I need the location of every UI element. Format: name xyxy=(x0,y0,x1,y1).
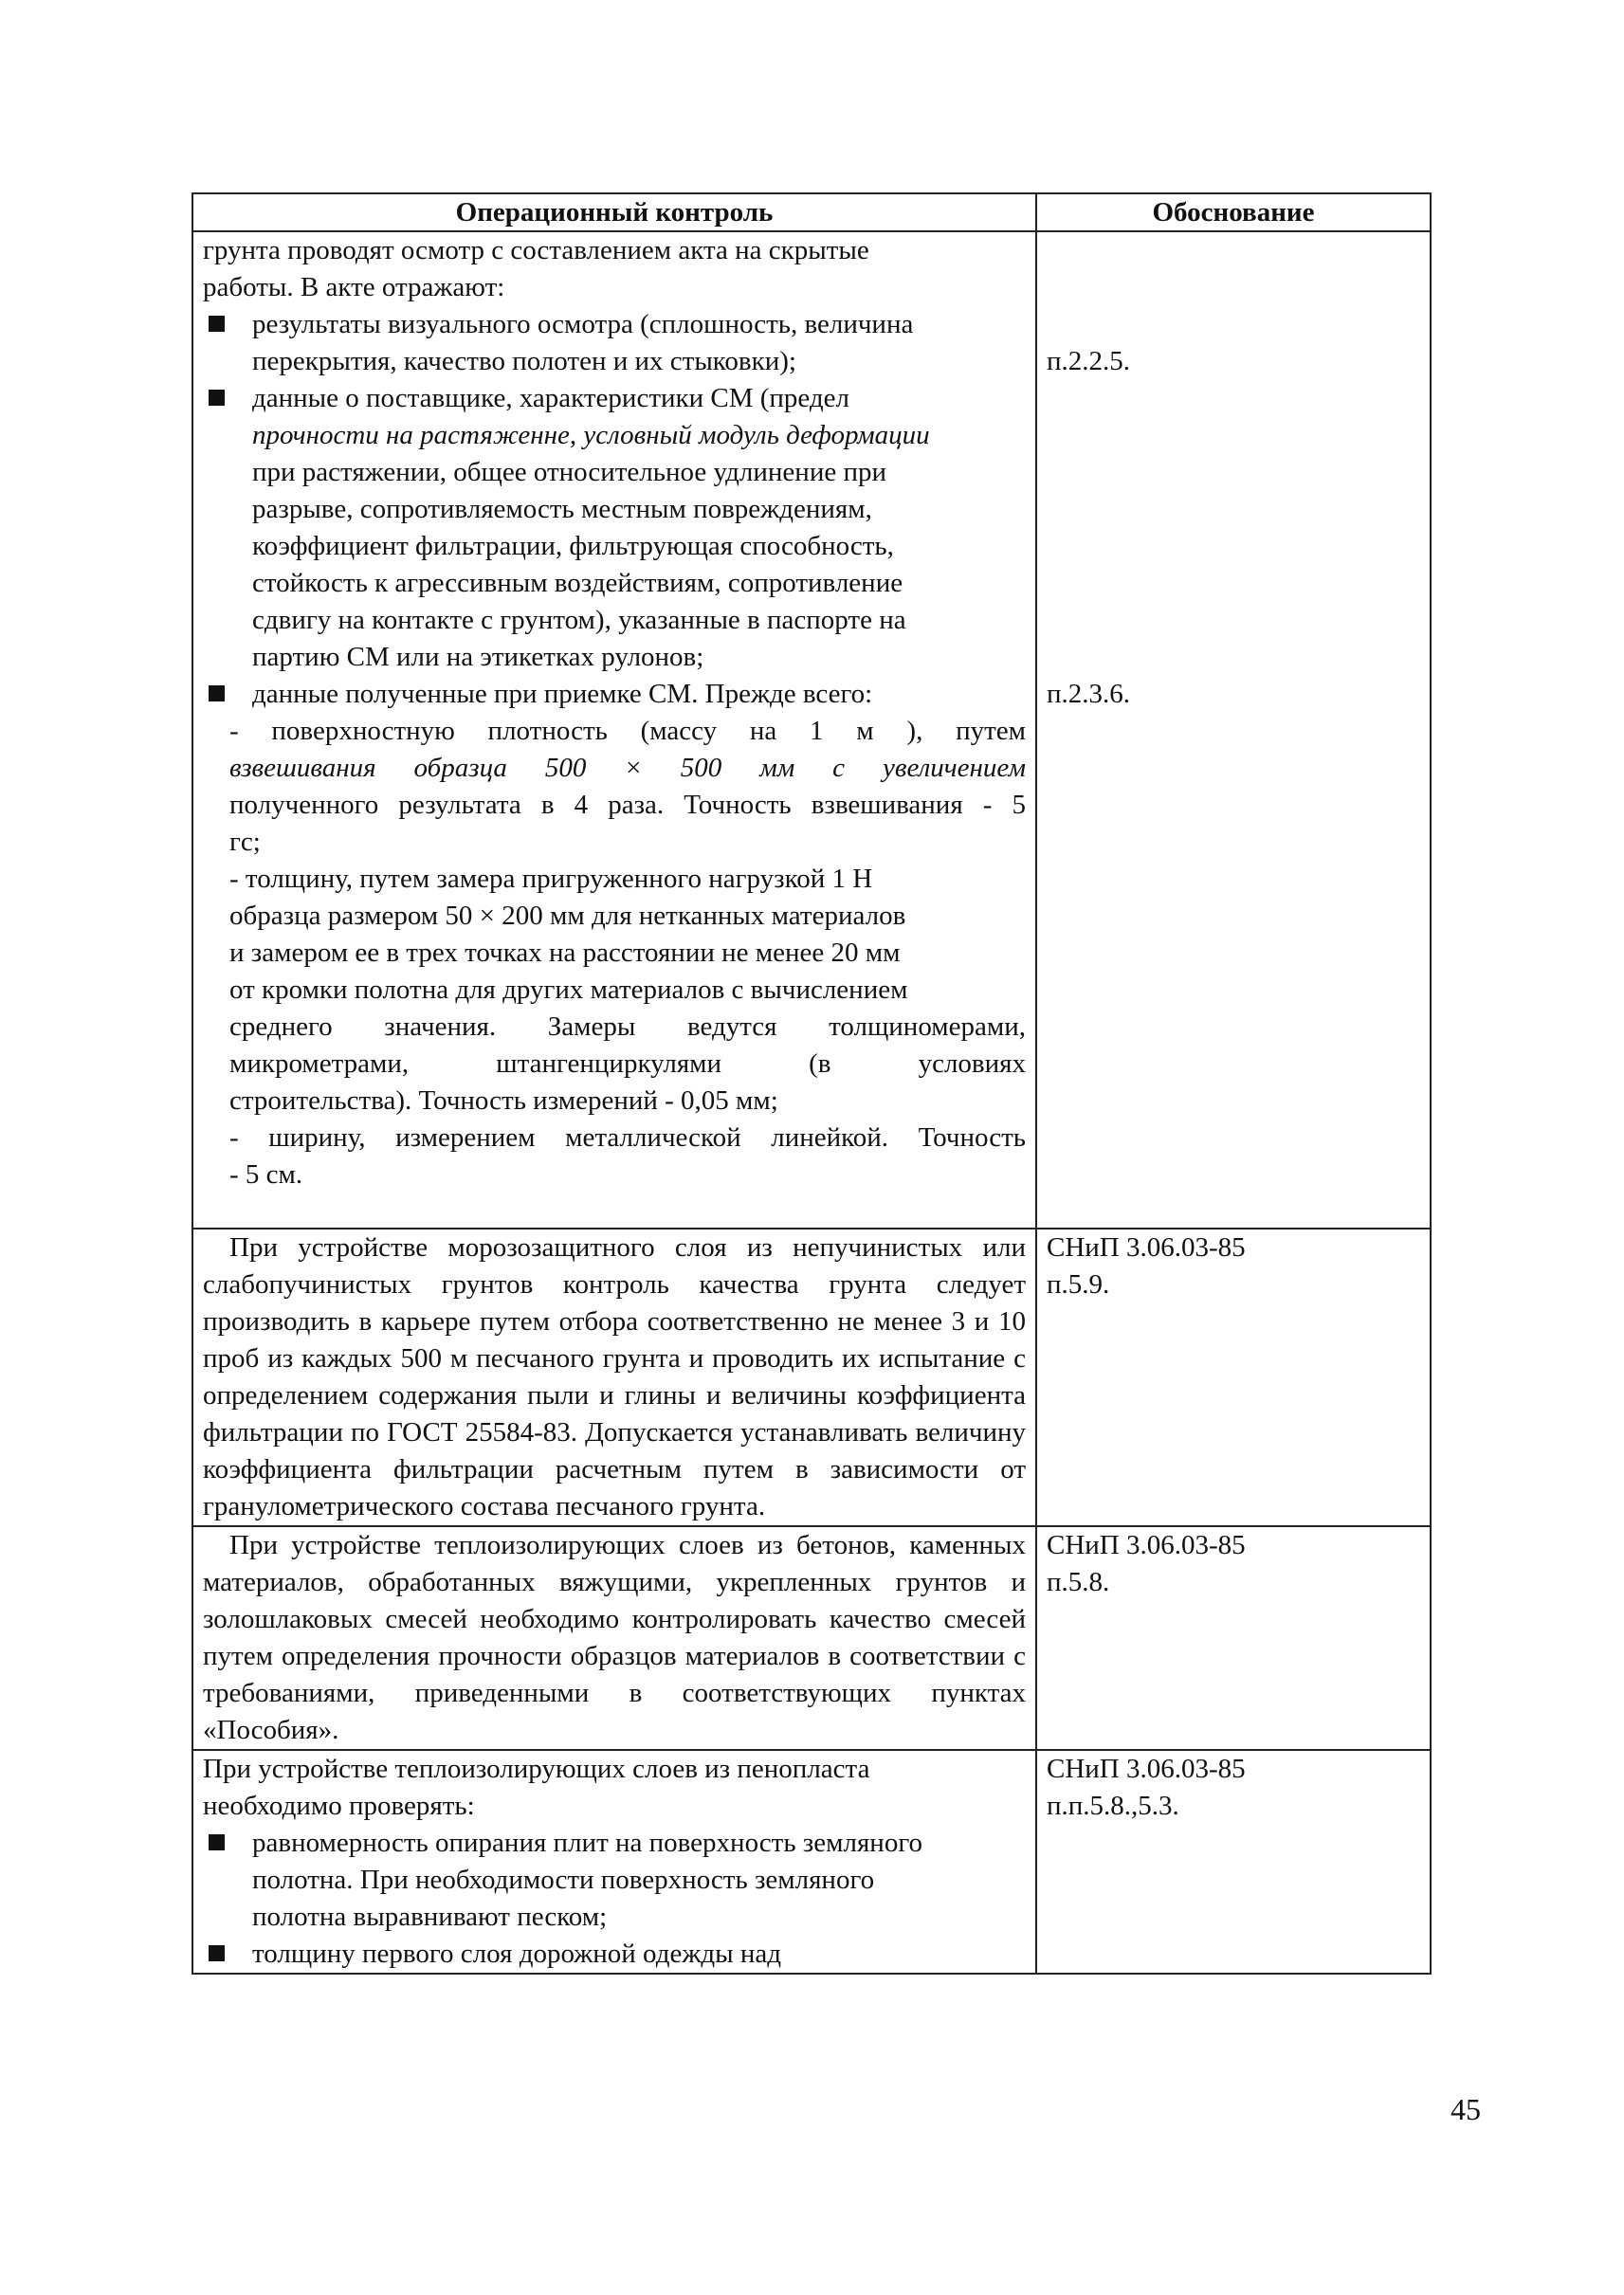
square-bullet-icon xyxy=(209,390,225,406)
text-line: необходимо проверять: xyxy=(203,1791,475,1821)
text-line: образца размером 50 × 200 мм для нетканных материалов xyxy=(229,901,906,931)
text-line: При устройстве теплоизолирующих слоев из пенопласта xyxy=(203,1754,870,1784)
text-line: коэффициент фильтрации, фильтрующая способность, xyxy=(252,531,894,561)
page-number: 45 xyxy=(1451,2092,1481,2126)
basis-cell xyxy=(1036,1750,1431,1974)
basis-ref: п.2.2.5. xyxy=(1047,346,1131,376)
table-row xyxy=(192,1526,1431,1750)
header-basis: Обоснование xyxy=(1036,193,1431,231)
square-bullet-icon xyxy=(209,685,225,701)
square-bullet-icon xyxy=(209,1834,225,1850)
bullet-item: данные полученные при приемке СМ. Прежде всего: xyxy=(203,676,1026,713)
basis-ref: СНиП 3.06.03-85 xyxy=(1047,1530,1246,1560)
control-table xyxy=(192,192,1432,1975)
control-cell xyxy=(192,1750,1036,1974)
basis-cell xyxy=(1036,1526,1431,1750)
basis-cell xyxy=(1036,231,1431,1229)
paragraph: При устройстве теплоизолирующих слоев из бетонов, каменных материалов, обработанных вяжущими, укрепленных грунтов и золошлаковых смесей необходимо контролировать качество смесей путем определения прочности образцов материалов в соответствии с требованиями, приведенными в соответствующих пунктах «Пособия». xyxy=(203,1530,1026,1745)
bullet-item: данные о поставщике, характеристики СМ (предел xyxy=(203,380,1026,417)
text-line: стойкость к агрессивным воздействиям, сопротивление xyxy=(252,568,903,598)
bullet-item: толщину первого слоя дорожной одежды над xyxy=(203,1936,1026,1973)
table-header-row xyxy=(192,193,1431,231)
control-cell xyxy=(192,231,1036,1229)
text-line: разрыве, сопротивляемость местным повреждениям, xyxy=(252,494,872,524)
text-line: и замером ее в трех точках на расстоянии не менее 20 мм xyxy=(229,938,901,968)
square-bullet-icon xyxy=(209,1945,225,1961)
table-row xyxy=(192,1229,1431,1526)
text-line: сдвигу на контакте с грунтом), указанные в паспорте на xyxy=(252,605,906,635)
text-line: микрометрами, штангенциркулями (в условиях xyxy=(229,1048,1026,1079)
table-row xyxy=(192,1750,1431,1974)
text-line: - поверхностную плотность (массу на 1 м ), путем xyxy=(229,716,1026,746)
text-line: работы. В акте отражают: xyxy=(203,272,505,302)
text-line: грунта проводят осмотр с составлением акта на скрытые xyxy=(203,235,869,265)
bullet-item: результаты визуального осмотра (сплошность, величина xyxy=(203,306,1026,343)
basis-ref: п.2.3.6. xyxy=(1047,679,1131,709)
text-line: взвешивания образца 500 × 500 мм с увеличением xyxy=(229,753,1026,783)
text-line: прочности на растяженне, условный модуль деформации xyxy=(252,420,930,450)
text-line: - 5 см. xyxy=(229,1159,303,1190)
text-line: полотна выравнивают песком; xyxy=(252,1902,608,1932)
control-cell xyxy=(192,1229,1036,1526)
text-line: партию СМ или на этикетках рулонов; xyxy=(252,642,704,672)
text-line: строительства). Точность измерений - 0,05 мм; xyxy=(229,1085,778,1116)
table-row xyxy=(192,231,1431,1229)
paragraph: При устройстве морозозащитного слоя из непучинистых или слабопучинистых грунтов контроль качества грунта следует производить в карьере путем отбора соответственно не менее 3 и 10 проб из каждых 500 м песчаного грунта и проводить их испытание с определением содержания пыли и глины и величины коэффициента фильтрации по ГОСТ 25584-83. Допускается устанавливать величину коэффициента фильтрации расчетным путем в зависимости от гранулометрического состава песчаного грунта. xyxy=(203,1232,1026,1521)
basis-cell xyxy=(1036,1229,1431,1526)
text-line: от кромки полотна для других материалов с вычислением xyxy=(229,974,908,1005)
text-line: перекрытия, качество полотен и их стыковки); xyxy=(252,346,796,376)
text-line: - толщину, путем замера пригруженного нагрузкой 1 Н xyxy=(229,864,873,894)
basis-ref: СНиП 3.06.03-85 xyxy=(1047,1754,1246,1784)
control-cell xyxy=(192,1526,1036,1750)
text-line: гс; xyxy=(229,827,261,857)
basis-ref: п.5.8. xyxy=(1047,1567,1110,1597)
text-line: при растяжении, общее относительное удлинение при xyxy=(252,457,886,487)
header-control: Операционный контроль xyxy=(192,193,1036,231)
text-line: среднего значения. Замеры ведутся толщиномерами, xyxy=(229,1011,1026,1042)
text-line: полученного результата в 4 раза. Точность взвешивания - 5 xyxy=(229,790,1026,820)
square-bullet-icon xyxy=(209,316,225,332)
basis-ref: п.5.9. xyxy=(1047,1269,1110,1300)
basis-ref: СНиП 3.06.03-85 xyxy=(1047,1232,1246,1263)
bullet-item: равномерность опирания плит на поверхность земляного xyxy=(203,1825,1026,1862)
basis-ref: п.п.5.8.,5.3. xyxy=(1047,1791,1179,1821)
text-line: полотна. При необходимости поверхность земляного xyxy=(252,1865,875,1895)
text-line: - ширину, измерением металлической линейкой. Точность xyxy=(229,1122,1026,1153)
